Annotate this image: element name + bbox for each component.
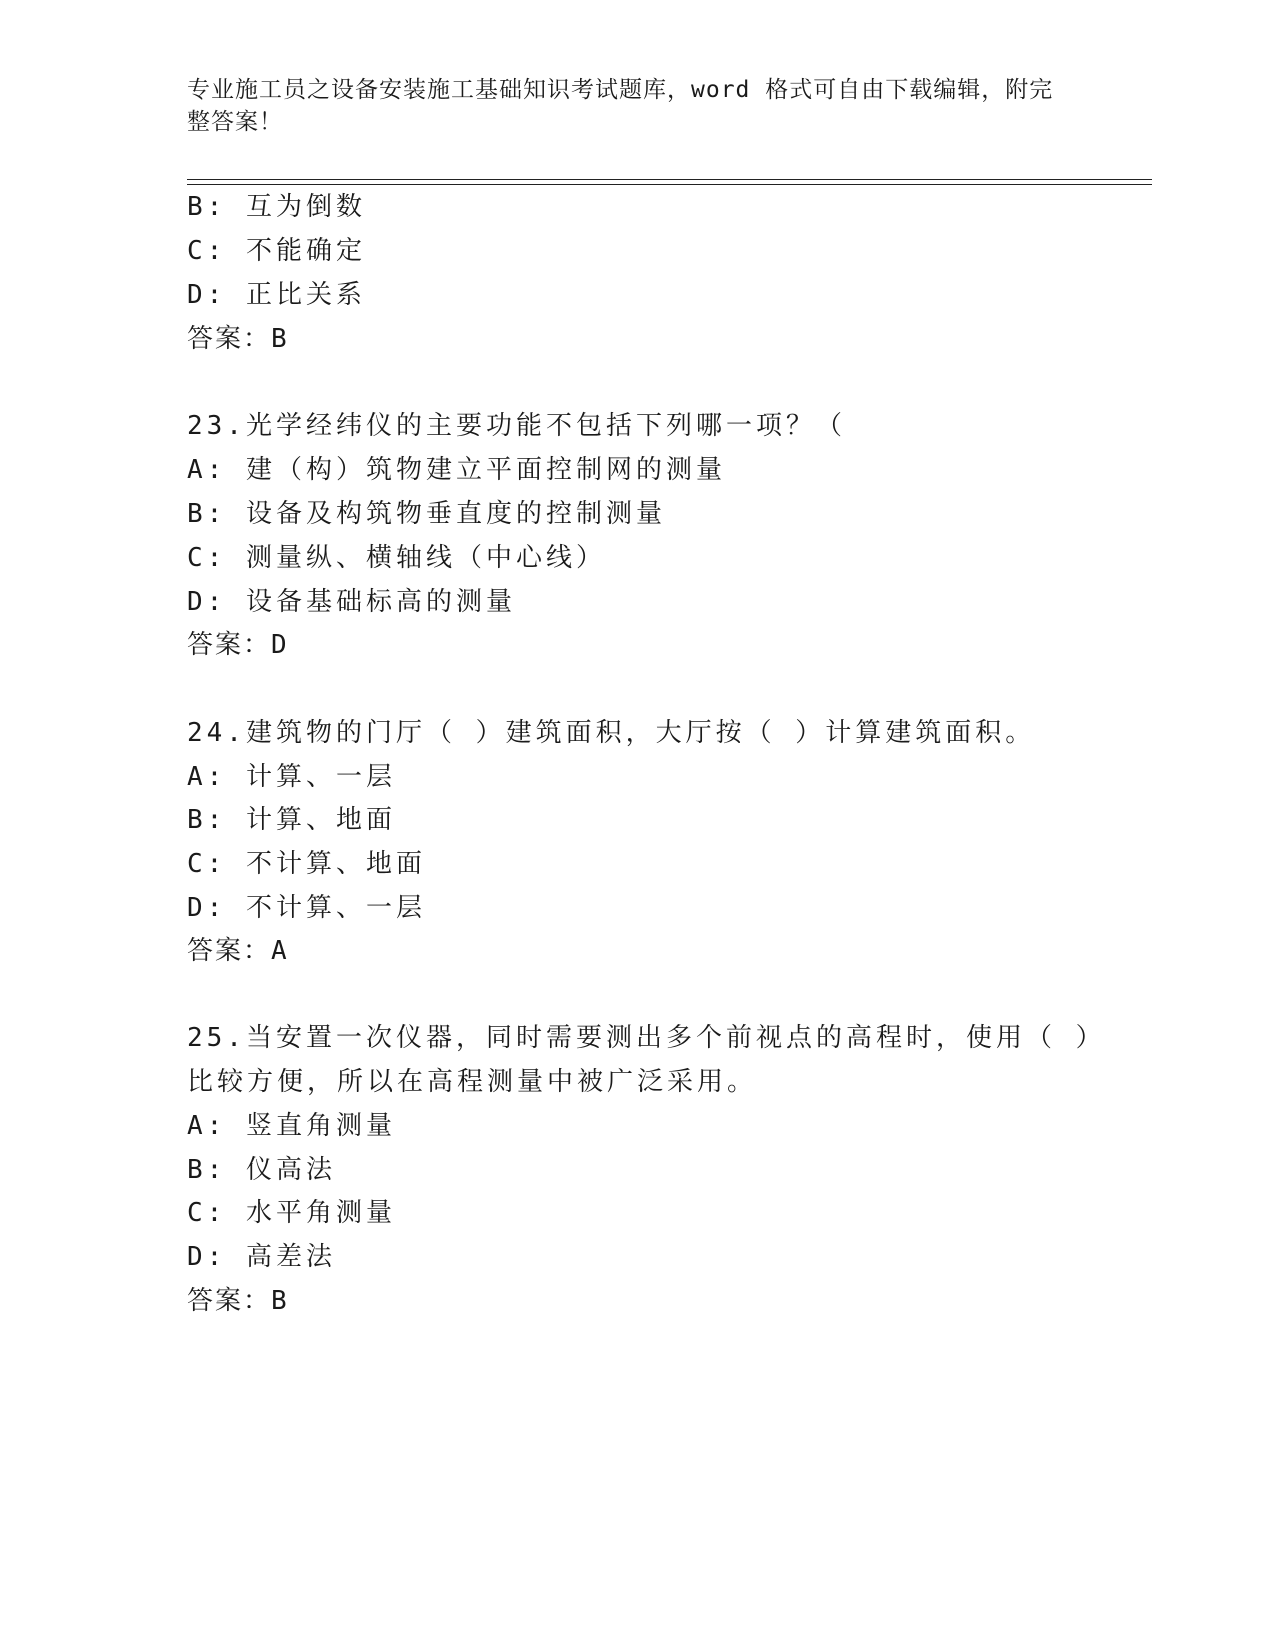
question-24-option-b: B: 计算、地面 [187, 805, 396, 835]
question-25-text-line-1: 25.当安置一次仪器，同时需要测出多个前视点的高程时，使用（ ） [187, 1023, 1106, 1053]
question-25-option-d: D: 高差法 [187, 1242, 336, 1272]
question-23-option-a: A: 建（构）筑物建立平面控制网的测量 [187, 455, 726, 485]
question-23-option-b: B: 设备及构筑物垂直度的控制测量 [187, 499, 666, 529]
question-24-answer: 答案：A [187, 936, 289, 966]
option-c: C: 不能确定 [187, 236, 366, 266]
question-25-option-b: B: 仪高法 [187, 1155, 336, 1185]
question-24-option-d: D: 不计算、一层 [187, 893, 426, 923]
question-25-answer: 答案：B [187, 1286, 289, 1316]
question-23-option-c: C: 测量纵、横轴线（中心线） [187, 543, 606, 573]
question-24-option-a: A: 计算、一层 [187, 762, 396, 792]
question-23-answer: 答案：D [187, 630, 289, 660]
question-25-text-line-2: 比较方便，所以在高程测量中被广泛采用。 [187, 1067, 758, 1097]
option-b: B: 互为倒数 [187, 192, 366, 222]
question-25-option-c: C: 水平角测量 [187, 1198, 396, 1228]
answer-line: 答案：B [187, 324, 289, 354]
question-24-text: 24.建筑物的门厅（ ）建筑面积，大厅按（ ）计算建筑面积。 [187, 718, 1036, 748]
option-d: D: 正比关系 [187, 280, 366, 310]
question-23-option-d: D: 设备基础标高的测量 [187, 587, 516, 617]
header-divider-bottom [187, 184, 1152, 185]
question-23-text: 23.光学经纬仪的主要功能不包括下列哪一项？（ [187, 411, 846, 441]
header-divider-top [187, 179, 1152, 180]
question-24-option-c: C: 不计算、地面 [187, 849, 426, 879]
question-25-option-a: A: 竖直角测量 [187, 1111, 396, 1141]
document-header: 专业施工员之设备安装施工基础知识考试题库，word 格式可自由下载编辑，附完整答案！ [187, 77, 1054, 135]
